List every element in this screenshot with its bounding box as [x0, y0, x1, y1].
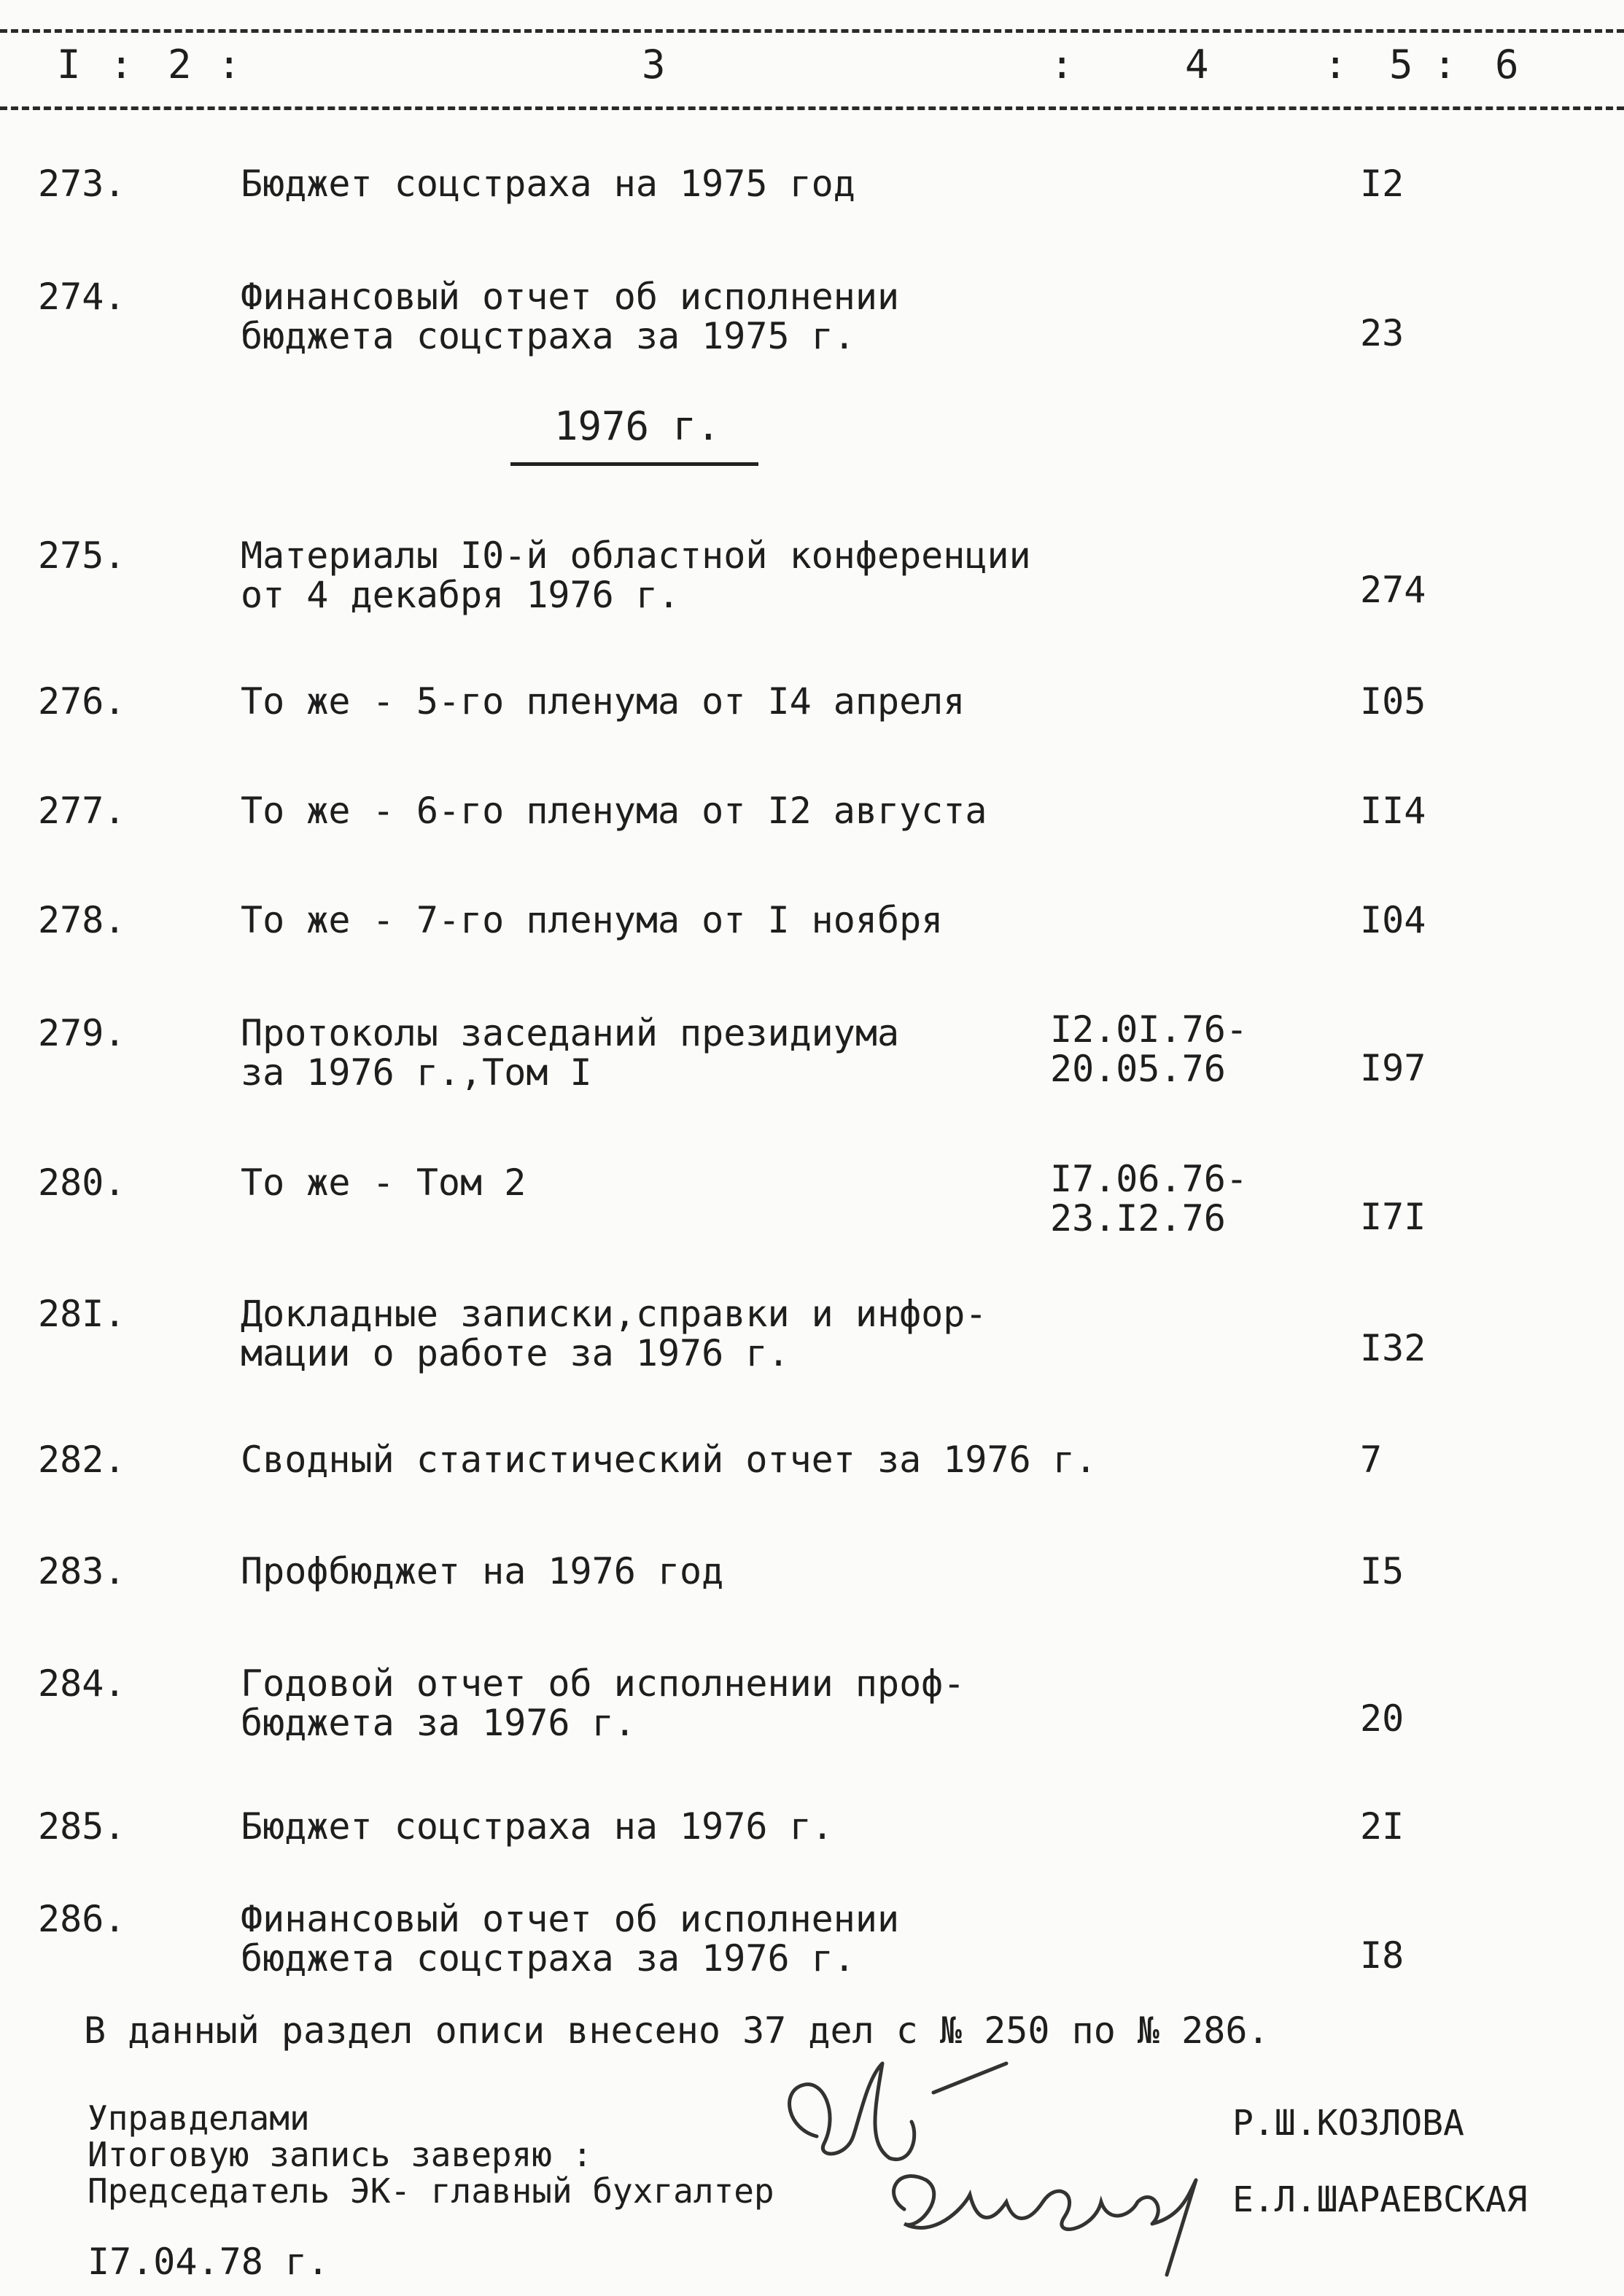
row-title: Годовой отчет об исполнении проф- бюджета за 1976 г. [241, 1662, 966, 1744]
row-number: 273. [38, 163, 126, 205]
header-sep: : [109, 42, 133, 87]
header-col-6: 6 [1495, 42, 1519, 87]
row-number: 280. [38, 1161, 126, 1204]
row-number: 283. [38, 1550, 126, 1592]
row-count: 23 [1360, 312, 1405, 354]
row-title: Бюджет соцстраха на 1976 г. [241, 1805, 834, 1848]
year-heading: 1976 г. [554, 403, 720, 449]
row-count: 2I [1360, 1805, 1405, 1848]
header-col-1: I [57, 42, 81, 87]
row-number: 275. [38, 534, 126, 577]
row-title: То же - 5-го пленума от I4 апреля [241, 680, 966, 723]
row-number: 286. [38, 1898, 126, 1940]
row-number: 284. [38, 1662, 126, 1705]
row-count: I8 [1360, 1934, 1405, 1977]
row-number: 279. [38, 1012, 126, 1054]
row-number: 274. [38, 276, 126, 318]
row-title: То же - Том 2 [241, 1161, 527, 1204]
row-count: I5 [1360, 1550, 1405, 1592]
row-title: Профбюджет на 1976 год [241, 1550, 724, 1592]
row-count: 20 [1360, 1697, 1405, 1740]
year-heading-underline [510, 462, 758, 466]
header-sep: : [217, 42, 241, 87]
header-top-rule [0, 29, 1624, 33]
row-title: То же - 7-го пленума от I ноября [241, 899, 944, 941]
row-count: I05 [1360, 680, 1426, 723]
row-number: 276. [38, 680, 126, 723]
row-count: I32 [1360, 1327, 1426, 1369]
header-sep: : [1324, 42, 1348, 87]
signatory-name-1: Р.Ш.КОЗЛОВА [1232, 2103, 1464, 2144]
row-title: То же - 6-го пленума от I2 августа [241, 790, 987, 832]
row-number: 285. [38, 1805, 126, 1848]
row-count: I2 [1360, 163, 1405, 205]
header-col-5: 5 [1389, 42, 1413, 87]
signing-date: I7.04.78 г. [88, 2241, 330, 2283]
position-office-manager: Управделами [88, 2098, 310, 2138]
row-title: Финансовый отчет об исполнении бюджета соцстраха за 1975 г. [241, 276, 900, 357]
row-count: I04 [1360, 899, 1426, 941]
row-title: Протоколы заседаний президиума за 1976 г.,Том I [241, 1012, 900, 1094]
row-count: 274 [1360, 569, 1426, 611]
row-number: 277. [38, 790, 126, 832]
header-bottom-rule [0, 106, 1624, 110]
certification-text: Итоговую запись заверяю : [88, 2135, 593, 2174]
position-chairman: Председатель ЭК- главный бухгалтер [88, 2171, 774, 2211]
row-title: Бюджет соцстраха на 1975 год [241, 163, 855, 205]
row-count: I97 [1360, 1047, 1426, 1089]
row-number: 282. [38, 1439, 126, 1481]
row-title: Финансовый отчет об исполнении бюджета соцстраха за 1976 г. [241, 1898, 900, 1980]
row-count: II4 [1360, 790, 1426, 832]
signature-sharaevskaya [875, 2136, 1240, 2282]
row-title: Сводный статистический отчет за 1976 г. [241, 1439, 1097, 1481]
header-col-4: 4 [1185, 42, 1209, 87]
header-sep: : [1050, 42, 1074, 87]
section-summary: В данный раздел описи внесено 37 дел с № 250 по № 286. [84, 2009, 1270, 2052]
row-dates: I7.06.76- 23.I2.76 [1050, 1158, 1248, 1240]
row-title: Материалы I0-й областной конференции от 4 декабря 1976 г. [241, 534, 1031, 616]
header-sep: : [1433, 42, 1457, 87]
row-number: 28I. [38, 1293, 126, 1335]
signatory-name-2: Е.Л.ШАРАЕВСКАЯ [1232, 2179, 1528, 2220]
header-col-3: 3 [642, 42, 666, 87]
row-dates: I2.0I.76- 20.05.76 [1050, 1008, 1248, 1090]
row-number: 278. [38, 899, 126, 941]
row-count: I7I [1360, 1196, 1426, 1238]
row-count: 7 [1360, 1439, 1383, 1481]
row-title: Докладные записки,справки и инфор- мации о работе за 1976 г. [241, 1293, 987, 1374]
header-col-2: 2 [168, 42, 192, 87]
